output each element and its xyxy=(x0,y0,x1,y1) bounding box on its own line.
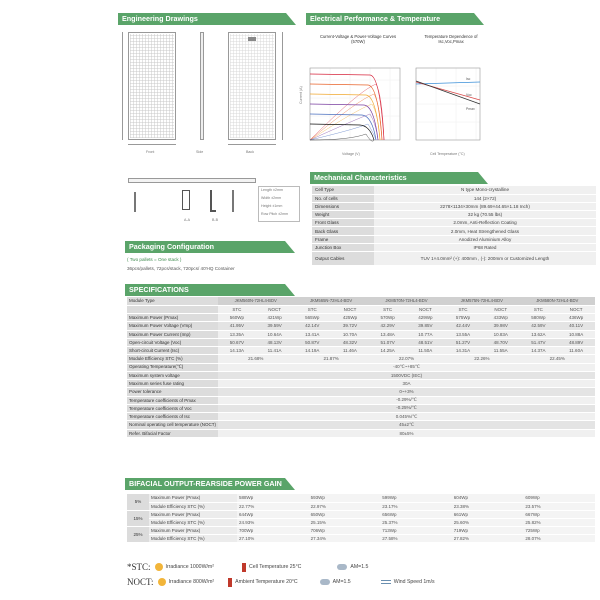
bifacial-value: 23.57% xyxy=(523,502,595,510)
bifacial-value: 24.93% xyxy=(237,518,309,526)
spec-key: Refer. Bifacial Factor xyxy=(127,429,218,437)
mechanical-value: 144 (2×72) xyxy=(374,194,596,202)
bifacial-value: 25.15% xyxy=(309,518,381,526)
spec-value: 48.51V xyxy=(406,338,444,346)
bifacial-value: 713Wp xyxy=(380,526,452,534)
spec-stc-head: STC xyxy=(520,305,558,313)
bifacial-key: Maximum Power (Pmax) xyxy=(149,494,237,502)
spec-row xyxy=(127,347,595,355)
spec-value: 429Wp xyxy=(406,314,444,322)
pv-curve xyxy=(310,84,384,140)
spec-row xyxy=(127,314,595,322)
spec-model-name: JKM570N-72HL4-BDV xyxy=(369,297,444,305)
sun-icon-noct xyxy=(158,578,166,586)
spec-model-name: JKM580N-72HL4-BDV xyxy=(520,297,595,305)
spec-value: 425Wp xyxy=(331,314,369,322)
spec-shared-row xyxy=(127,371,595,379)
spec-value: 42.14V xyxy=(293,322,331,330)
spec-value: 11.41A xyxy=(256,347,294,355)
spec-value: 13.35A xyxy=(218,330,256,338)
spec-shared-row xyxy=(127,404,595,412)
bifacial-value: 25.82% xyxy=(523,518,595,526)
bifacial-key: Module Efficiency STC (%) xyxy=(149,502,237,510)
spec-efficiency-row xyxy=(127,355,595,363)
packaging-header xyxy=(125,241,295,253)
spec-value: 39.72V xyxy=(331,322,369,330)
bifacial-gain: 25% xyxy=(127,526,149,542)
bifacial-value: 700Wp xyxy=(237,526,309,534)
bifacial-value: 604Wp xyxy=(452,494,524,502)
spec-shared-value: -0.25%/℃ xyxy=(218,404,595,412)
noct-am: AM=1.5 xyxy=(332,579,351,585)
spec-shared-value: 0~+3% xyxy=(218,388,595,396)
spec-shared-row xyxy=(127,396,595,404)
mechanical-key: Weight xyxy=(312,211,374,219)
bifacial-key: Maximum Power (Pmax) xyxy=(149,526,237,534)
spec-value: 13.55A xyxy=(444,330,482,338)
back-width-dim xyxy=(228,144,276,145)
mechanical-header xyxy=(310,172,488,184)
spec-value: 48.13V xyxy=(256,338,294,346)
stc-irradiance: Irradiance 1000W/m² xyxy=(165,564,214,570)
stc-am: AM=1.5 xyxy=(350,564,369,570)
spec-shared-value: 0.045%/℃ xyxy=(218,413,595,421)
spec-value: 14.37A xyxy=(520,347,558,355)
bifacial-value: 27.10% xyxy=(237,534,309,542)
spec-shared-row xyxy=(127,429,595,437)
spec-value: 42.29V xyxy=(369,322,407,330)
frame-bracket-c xyxy=(210,190,216,212)
junction-box xyxy=(248,37,256,41)
mechanical-value: 2.0mm, Anti-Reflection Coating xyxy=(374,219,596,227)
temp-xlabel: Cell Temperature (°C) xyxy=(430,152,465,156)
bifacial-key: Maximum Power (Pmax) xyxy=(149,510,237,518)
spec-stc-head: STC xyxy=(369,305,407,313)
spec-shared-value: -40℃~+85℃ xyxy=(218,363,595,371)
spec-key: Maximum Power Current (Imp) xyxy=(127,330,218,338)
front-cell-grid xyxy=(130,34,174,138)
spec-stc-head: STC xyxy=(444,305,482,313)
iv-ylabel: Current (A) xyxy=(299,86,303,104)
spec-key: Module Efficiency STC (%) xyxy=(127,355,218,363)
back-height-dim xyxy=(282,32,283,140)
spec-key: Maximum system voltage xyxy=(127,371,218,379)
mechanical-row xyxy=(312,243,596,251)
spec-value: 575Wp xyxy=(444,314,482,322)
bifacial-value: 23.17% xyxy=(380,502,452,510)
bifacial-value: 706Wp xyxy=(309,526,381,534)
mechanical-value: 32 kg (70.55 lbs) xyxy=(374,211,596,219)
back-cell-grid xyxy=(230,34,274,138)
bifacial-row xyxy=(127,526,595,534)
bifacial-row xyxy=(127,510,595,518)
iv-chart xyxy=(296,48,406,158)
frame-bracket-b xyxy=(182,190,190,210)
spec-value: 580Wp xyxy=(520,314,558,322)
mechanical-key: Junction Box xyxy=(312,243,374,251)
spec-noct-head: NOCT xyxy=(331,305,369,313)
electrical-header xyxy=(306,13,484,35)
bifacial-value: 725Wp xyxy=(523,526,595,534)
spec-key: Maximum series fuse rating xyxy=(127,380,218,388)
engineering-title: Engineering Drawings xyxy=(122,14,198,23)
mechanical-value: TUV 1×4.0mm² (+): 400mm , (-): 200mm or Customized Length xyxy=(374,252,596,266)
spec-key: Operating Temperature(℃) xyxy=(127,363,218,371)
front-drawing xyxy=(128,32,176,140)
spec-value: 13.41A xyxy=(293,330,331,338)
spec-value: 14.25A xyxy=(369,347,407,355)
bifacial-title: BIFACIAL OUTPUT-REARSIDE POWER GAIN xyxy=(129,479,282,488)
back-label: Back xyxy=(246,150,254,154)
bifacial-gain: 15% xyxy=(127,510,149,526)
frame-bar-top xyxy=(128,178,256,183)
spec-noct-head: NOCT xyxy=(406,305,444,313)
side-drawing xyxy=(200,32,204,140)
spec-value: 42.59V xyxy=(520,322,558,330)
mechanical-value: Anodized Aluminium Alloy xyxy=(374,235,596,243)
spec-shared-value: 45±2℃ xyxy=(218,421,595,429)
bifacial-value: 609Wp xyxy=(523,494,595,502)
spec-value: 14.19A xyxy=(293,347,331,355)
packaging-text: 36pcs/pallets, 72pcs/stack, 720pcs/ 40'HQ Container xyxy=(127,266,235,271)
spec-value: 11.60A xyxy=(557,347,595,355)
spec-shared-row xyxy=(127,388,595,396)
stc-conditions xyxy=(127,562,595,572)
engineering-header xyxy=(118,13,296,25)
sun-icon xyxy=(155,563,163,571)
spec-value: 11.46A xyxy=(331,347,369,355)
spec-value: 51.07V xyxy=(369,338,407,346)
mechanical-row xyxy=(312,227,596,235)
mechanical-value: 2.0mm, Heat Strengthened Glass xyxy=(374,227,596,235)
mechanical-key: Dimensions xyxy=(312,202,374,210)
frame-section-drawing xyxy=(128,178,258,230)
mechanical-row xyxy=(312,252,596,266)
spec-key: Nominal operating cell temperature (NOCT) xyxy=(129,422,217,428)
spec-value: 48.70V xyxy=(482,338,520,346)
bifacial-value: 656Wp xyxy=(380,510,452,518)
spec-value: 10.83A xyxy=(482,330,520,338)
spec-key: Short-circuit Current (Isc) xyxy=(127,347,218,355)
spec-value: 50.67V xyxy=(218,338,256,346)
mechanical-row xyxy=(312,186,596,194)
bifacial-value: 23.38% xyxy=(452,502,524,510)
spec-efficiency-value: 22.07% xyxy=(369,355,444,363)
mechanical-key: Output Cables xyxy=(312,252,374,266)
bifacial-value: 667Wp xyxy=(523,510,595,518)
front-label: Front xyxy=(146,150,155,154)
bifacial-key: Module Efficiency STC (%) xyxy=(149,518,237,526)
packaging-title: Packaging Configuration xyxy=(129,242,215,251)
spec-key: Maximum Power Voltage (Vmp) xyxy=(127,322,218,330)
spec-key: Maximum Power (Pmax) xyxy=(127,314,218,322)
bifacial-row xyxy=(127,534,595,542)
mechanical-title: Mechanical Characteristics xyxy=(314,173,407,182)
spec-stc-head: STC xyxy=(293,305,331,313)
dim-width: Width ±2mm xyxy=(261,196,282,200)
bifacial-gain: 5% xyxy=(127,494,149,510)
spec-value: 570Wp xyxy=(369,314,407,322)
noct-irradiance: Irradiance 800W/m² xyxy=(168,579,215,585)
bifacial-row xyxy=(127,494,595,502)
mechanical-key: Cell Type xyxy=(312,186,374,194)
spec-value: 11.50A xyxy=(406,347,444,355)
temp-series-isc: Isc xyxy=(466,77,471,81)
iv-chart-title: Current-Voltage & Power-Voltage Curves (570W) xyxy=(319,34,397,44)
packaging-note: ( Two pallets = One stack ) xyxy=(127,257,182,262)
spec-value: 433Wp xyxy=(482,314,520,322)
back-drawing xyxy=(228,32,276,140)
section-label-a: A-A xyxy=(184,218,190,222)
spec-key: Temperature coefficients of Pmax xyxy=(127,396,218,404)
spec-efficiency-value: 22.45% xyxy=(520,355,595,363)
bifacial-value: 599Wp xyxy=(380,494,452,502)
bifacial-value: 25.60% xyxy=(452,518,524,526)
spec-value: 10.64A xyxy=(256,330,294,338)
frame-bracket-a xyxy=(134,192,136,212)
temp-series-pmax: Pmax xyxy=(466,107,475,111)
thermometer-icon xyxy=(242,563,246,572)
spec-key: Temperature coefficients of Isc xyxy=(127,413,218,421)
bifacial-value: 661Wp xyxy=(452,510,524,518)
mechanical-row xyxy=(312,235,596,243)
bifacial-value: 27.58% xyxy=(380,534,452,542)
spec-key: Power tolerance xyxy=(127,388,218,396)
stc-cell-temp: Cell Temperature 25°C xyxy=(248,564,302,570)
noct-ambient-temp: Ambient Temperature 20°C xyxy=(235,579,298,585)
noct-label: NOCT: xyxy=(127,577,154,587)
temp-grid xyxy=(416,68,480,140)
specifications-title: SPECIFICATIONS xyxy=(129,285,189,294)
stc-label: *STC: xyxy=(127,562,151,572)
frame-bracket-d xyxy=(232,190,234,212)
wind-icon xyxy=(381,580,391,584)
spec-value: 39.98V xyxy=(482,322,520,330)
dim-length: Length ±2mm xyxy=(261,188,283,192)
bifacial-key: Module Efficiency STC (%) xyxy=(149,534,237,542)
mechanical-row xyxy=(312,219,596,227)
spec-shared-row xyxy=(127,363,595,371)
spec-value: 565Wp xyxy=(293,314,331,322)
bifacial-value: 644Wp xyxy=(237,510,309,518)
front-width-dim xyxy=(128,144,176,145)
bifacial-value: 650Wp xyxy=(309,510,381,518)
specifications-table xyxy=(127,297,595,438)
mechanical-row xyxy=(312,194,596,202)
spec-stc-head: STC xyxy=(218,305,256,313)
mechanical-row xyxy=(312,202,596,210)
temp-series-voc: Voc xyxy=(466,93,472,97)
spec-value: 10.77A xyxy=(406,330,444,338)
bifacial-value: 28.07% xyxy=(523,534,595,542)
spec-efficiency-value: 21.87% xyxy=(293,355,368,363)
dim-height: Height ±1mm xyxy=(261,204,283,208)
temp-line-isc xyxy=(416,82,480,84)
spec-value: 10.88A xyxy=(557,330,595,338)
bifacial-value: 27.82% xyxy=(452,534,524,542)
bifacial-value: 22.97% xyxy=(309,502,381,510)
pv-curve xyxy=(310,104,380,140)
bifacial-value: 593Wp xyxy=(309,494,381,502)
spec-value: 48.32V xyxy=(331,338,369,346)
spec-key: Temperature coefficients of Voc xyxy=(127,404,218,412)
mechanical-table xyxy=(312,186,596,266)
spec-noct-head: NOCT xyxy=(256,305,294,313)
bifacial-value: 719Wp xyxy=(452,526,524,534)
spec-key: Open-circuit Voltage (Voc) xyxy=(127,338,218,346)
spec-value: 13.62A xyxy=(520,330,558,338)
spec-noct-head: NOCT xyxy=(482,305,520,313)
spec-model-name: JKM575N-72HL4-BDV xyxy=(444,297,519,305)
bifacial-header xyxy=(125,478,295,490)
noct-wind: Wind Speed 1m/s xyxy=(393,579,435,585)
spec-value: 48.89V xyxy=(557,338,595,346)
cloud-icon-noct xyxy=(320,579,330,585)
mechanical-value: 2278×1134×30mm (89.69×44.65×1.18 Inch) xyxy=(374,202,596,210)
spec-shared-row xyxy=(127,413,595,421)
spec-shared-row xyxy=(127,380,595,388)
spec-module-type-label: Module Type xyxy=(127,297,218,305)
spec-row xyxy=(127,338,595,346)
noct-conditions xyxy=(127,577,595,587)
spec-value: 13.48A xyxy=(369,330,407,338)
spec-model-name: JKM560N-72HL4-BDV xyxy=(218,297,293,305)
spec-shared-value: 80±5% xyxy=(218,429,595,437)
cloud-icon xyxy=(337,564,347,570)
spec-value: 39.85V xyxy=(406,322,444,330)
bifacial-value: 22.77% xyxy=(237,502,309,510)
iv-curve xyxy=(310,104,378,140)
spec-value: 14.13A xyxy=(218,347,256,355)
spec-shared-value: 30A xyxy=(218,380,595,388)
spec-value: 51.47V xyxy=(520,338,558,346)
spec-value: 421Wp xyxy=(256,314,294,322)
spec-value: 436Wp xyxy=(557,314,595,322)
mechanical-value: IP68 Rated xyxy=(374,243,596,251)
section-label-b: B-B xyxy=(212,218,218,222)
spec-value: 40.11V xyxy=(557,322,595,330)
mechanical-value: N type Mono-crystalline xyxy=(374,186,596,194)
thermometer-icon-noct xyxy=(228,578,232,587)
spec-efficiency-value: 22.26% xyxy=(444,355,519,363)
temp-chart-title: Temperature Dependence of Isc,Voc,Pmax xyxy=(424,34,478,44)
mechanical-key: Front Glass xyxy=(312,219,374,227)
temp-chart xyxy=(406,48,486,158)
side-label: Side xyxy=(196,150,204,154)
bifacial-table xyxy=(127,494,595,543)
spec-value: 42.44V xyxy=(444,322,482,330)
bifacial-row xyxy=(127,518,595,526)
spec-model-row xyxy=(127,297,595,305)
iv-xlabel: Voltage (V) xyxy=(342,152,360,156)
bifacial-row xyxy=(127,502,595,510)
spec-value: 50.87V xyxy=(293,338,331,346)
spec-row xyxy=(127,322,595,330)
spec-value: 41.95V xyxy=(218,322,256,330)
spec-value: 39.59V xyxy=(256,322,294,330)
mechanical-row xyxy=(312,211,596,219)
dim-row-pitch: Row Pitch ±2mm xyxy=(261,212,289,216)
spec-model-name: JKM565N-72HL4-BDV xyxy=(293,297,368,305)
spec-noct-head: NOCT xyxy=(557,305,595,313)
spec-shared-value: -0.29%/℃ xyxy=(218,396,595,404)
spec-value: 11.55A xyxy=(482,347,520,355)
spec-row xyxy=(127,330,595,338)
mechanical-key: Back Glass xyxy=(312,227,374,235)
spec-value: 14.31A xyxy=(444,347,482,355)
bifacial-value: 27.34% xyxy=(309,534,381,542)
spec-efficiency-value: 21.68% xyxy=(218,355,293,363)
bifacial-value: 588Wp xyxy=(237,494,309,502)
spec-shared-value: 1500VDC (IEC) xyxy=(218,371,595,379)
specifications-header xyxy=(125,284,295,296)
bifacial-value: 25.37% xyxy=(380,518,452,526)
dims-legend xyxy=(258,186,300,222)
spec-value: 10.70A xyxy=(331,330,369,338)
electrical-title: Electrical Performance & Temperature Dependence xyxy=(310,14,441,35)
spec-condition-row xyxy=(127,305,595,313)
spec-value: 560Wp xyxy=(218,314,256,322)
spec-empty-cell xyxy=(127,305,218,313)
spec-value: 51.27V xyxy=(444,338,482,346)
mechanical-key: Frame xyxy=(312,235,374,243)
spec-shared-row xyxy=(127,421,595,429)
mechanical-key: No. of cells xyxy=(312,194,374,202)
front-height-dim xyxy=(122,32,123,140)
